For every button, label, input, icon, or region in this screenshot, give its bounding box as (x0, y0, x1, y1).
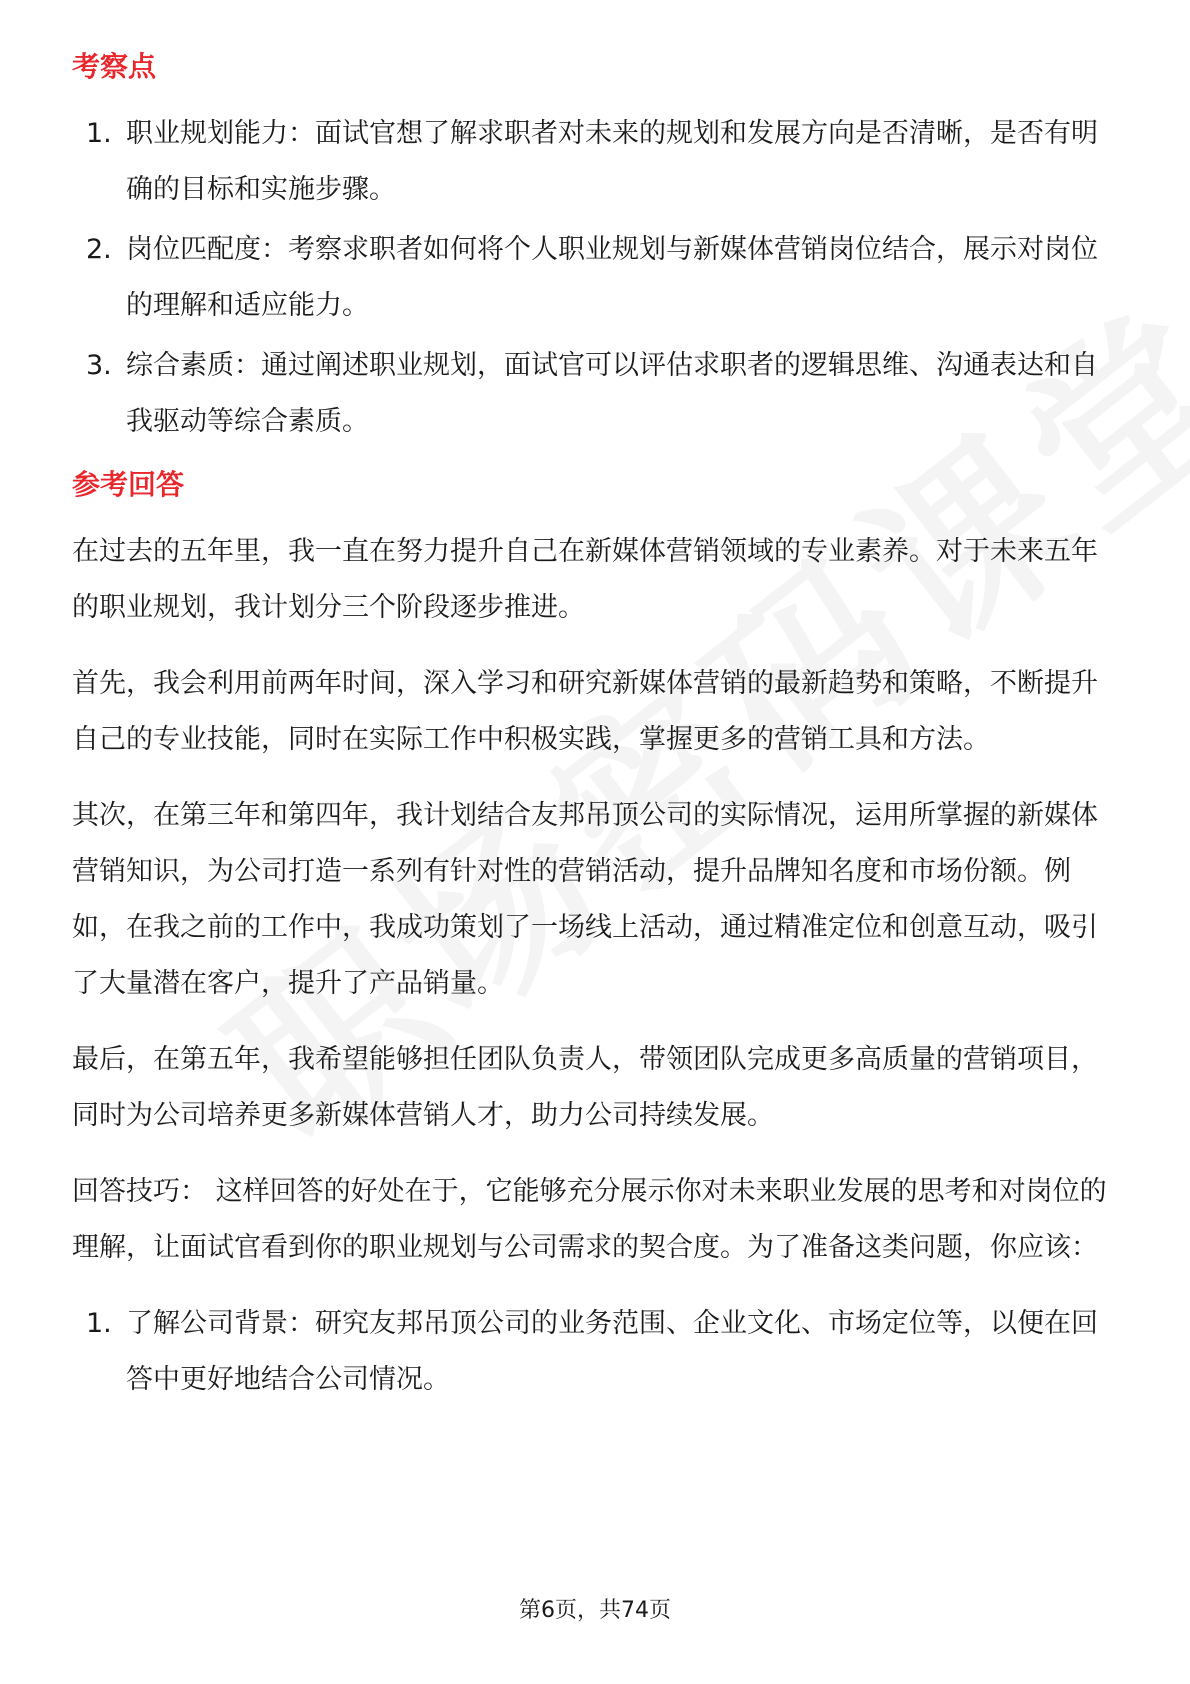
list-item-number: 1. (86, 1308, 112, 1339)
list-item (72, 1296, 1118, 1408)
section-title-answer: 参考回答 (72, 468, 185, 501)
section-title-focus: 考察点 (72, 50, 157, 83)
focus-list (72, 106, 1118, 450)
answer-paragraph: 最后，在第五年，我希望能够担任团队负责人，带领团队完成更多高质量的营销项目，同时为公司培养更多新媒体营销人才，助力公司持续发展。 (72, 1044, 1098, 1131)
list-item (72, 338, 1118, 450)
document-content (72, 40, 1118, 1416)
page-number: 第6页，共74页 (519, 1598, 671, 1623)
list-item-number: 1. (86, 118, 112, 149)
list-item-text: 了解公司背景：研究友邦吊顶公司的业务范围、企业文化、市场定位等，以便在回答中更好地结合公司情况。 (126, 1308, 1098, 1395)
list-item (72, 222, 1118, 334)
answer-paragraph: 在过去的五年里，我一直在努力提升自己在新媒体营销领域的专业素养。对于未来五年的职业规划，我计划分三个阶段逐步推进。 (72, 536, 1098, 623)
answer-paragraph: 其次，在第三年和第四年，我计划结合友邦吊顶公司的实际情况，运用所掌握的新媒体营销知识，为公司打造一系列有针对性的营销活动，提升品牌知名度和市场份额。例如，在我之前的工作中，我成功策划了一场线上活动，通过精准定位和创意互动，吸引了大量潜在客户，提升了产品销量。 (72, 800, 1098, 999)
tips-paragraph: 回答技巧： 这样回答的好处在于，它能够充分展示你对未来职业发展的思考和对岗位的理解，让面试官看到你的职业规划与公司需求的契合度。为了准备这类问题，你应该： (72, 1176, 1107, 1263)
tips-list (72, 1296, 1118, 1408)
list-item-text: 综合素质：通过阐述职业规划，面试官可以评估求职者的逻辑思维、沟通表达和自我驱动等综合素质。 (126, 350, 1098, 437)
answer-paragraph: 首先，我会利用前两年时间，深入学习和研究新媒体营销的最新趋势和策略，不断提升自己的专业技能，同时在实际工作中积极实践，掌握更多的营销工具和方法。 (72, 668, 1098, 755)
list-item-text: 职业规划能力：面试官想了解求职者对未来的规划和发展方向是否清晰，是否有明确的目标和实施步骤。 (126, 118, 1098, 205)
list-item-number: 2. (86, 234, 112, 265)
list-item-text: 岗位匹配度：考察求职者如何将个人职业规划与新媒体营销岗位结合，展示对岗位的理解和适应能力。 (126, 234, 1098, 321)
list-item-number: 3. (86, 350, 112, 381)
list-item (72, 106, 1118, 218)
